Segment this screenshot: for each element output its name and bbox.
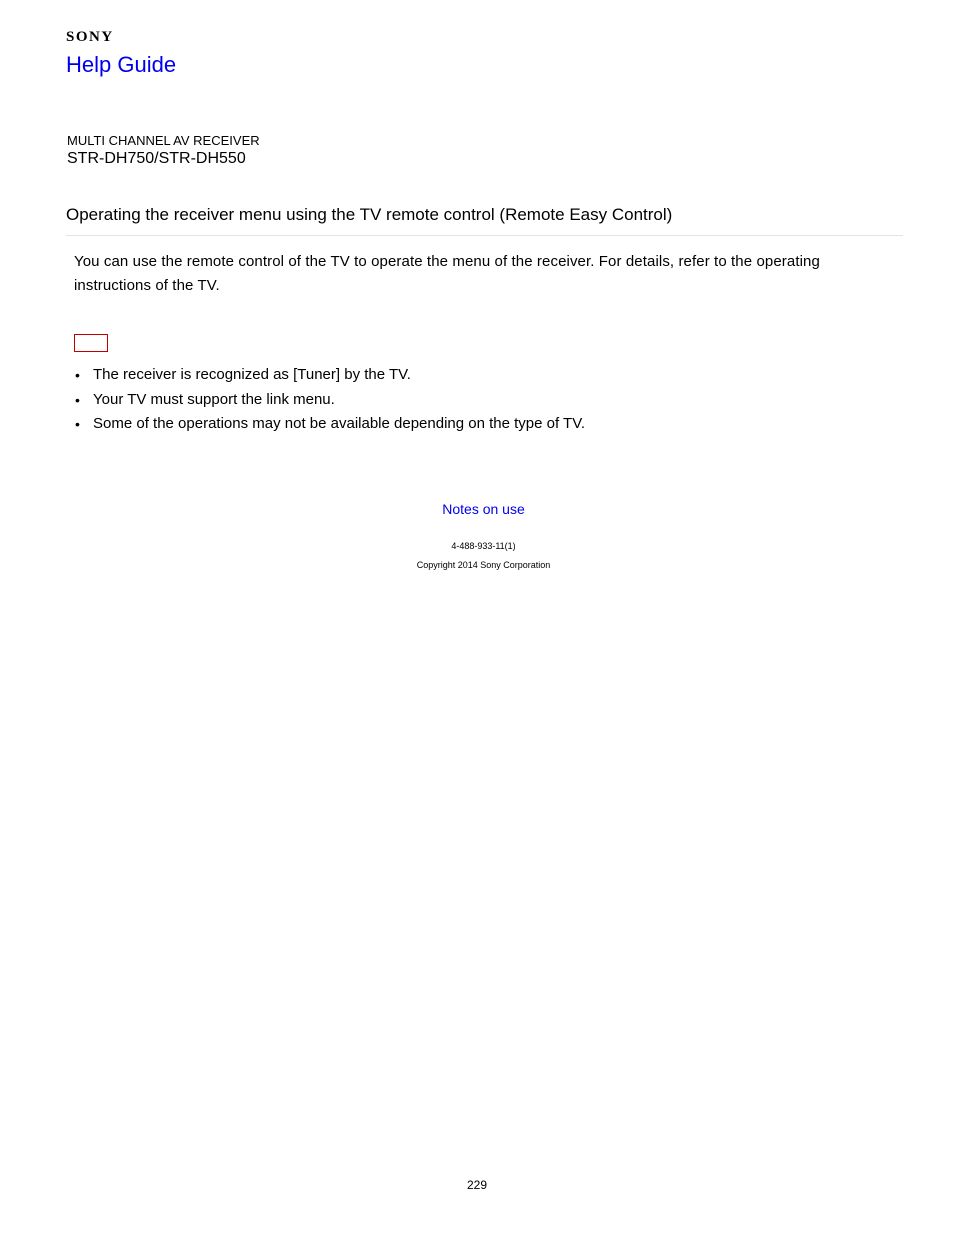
title-divider [66,235,903,236]
copyright-notice: Copyright 2014 Sony Corporation [416,560,551,570]
document-number: 4-488-933-11(1) [451,541,516,551]
note-text: Your TV must support the link menu. [93,390,335,408]
page-title: Operating the receiver menu using the TV remote control (Remote Easy Control) [66,205,673,224]
bullet-icon: • [75,391,80,408]
bullet-icon: • [75,367,80,383]
note-text: The receiver is recognized as [Tuner] by the TV. [93,366,411,383]
sony-logo: SONY [66,29,114,45]
list-item [75,412,893,437]
note-label-box [74,334,108,352]
note-text: Some of the operations may not be available depending on the type of TV. [93,415,586,432]
product-category: MULTI CHANNEL AV RECEIVER [67,133,260,148]
list-item [75,363,893,388]
list-item [75,388,893,413]
note-list [74,363,893,437]
notes-on-use-link[interactable]: Notes on use [442,501,525,517]
page-number: 229 [466,1178,488,1192]
intro-paragraph: You can use the remote control of the TV to operate the menu of the receiver. For details, refer to the operating instructions of the TV. [74,253,820,294]
model-name: STR-DH750/STR-DH550 [67,150,246,167]
bullet-icon: • [75,416,80,432]
help-guide-link[interactable]: Help Guide [66,52,177,77]
